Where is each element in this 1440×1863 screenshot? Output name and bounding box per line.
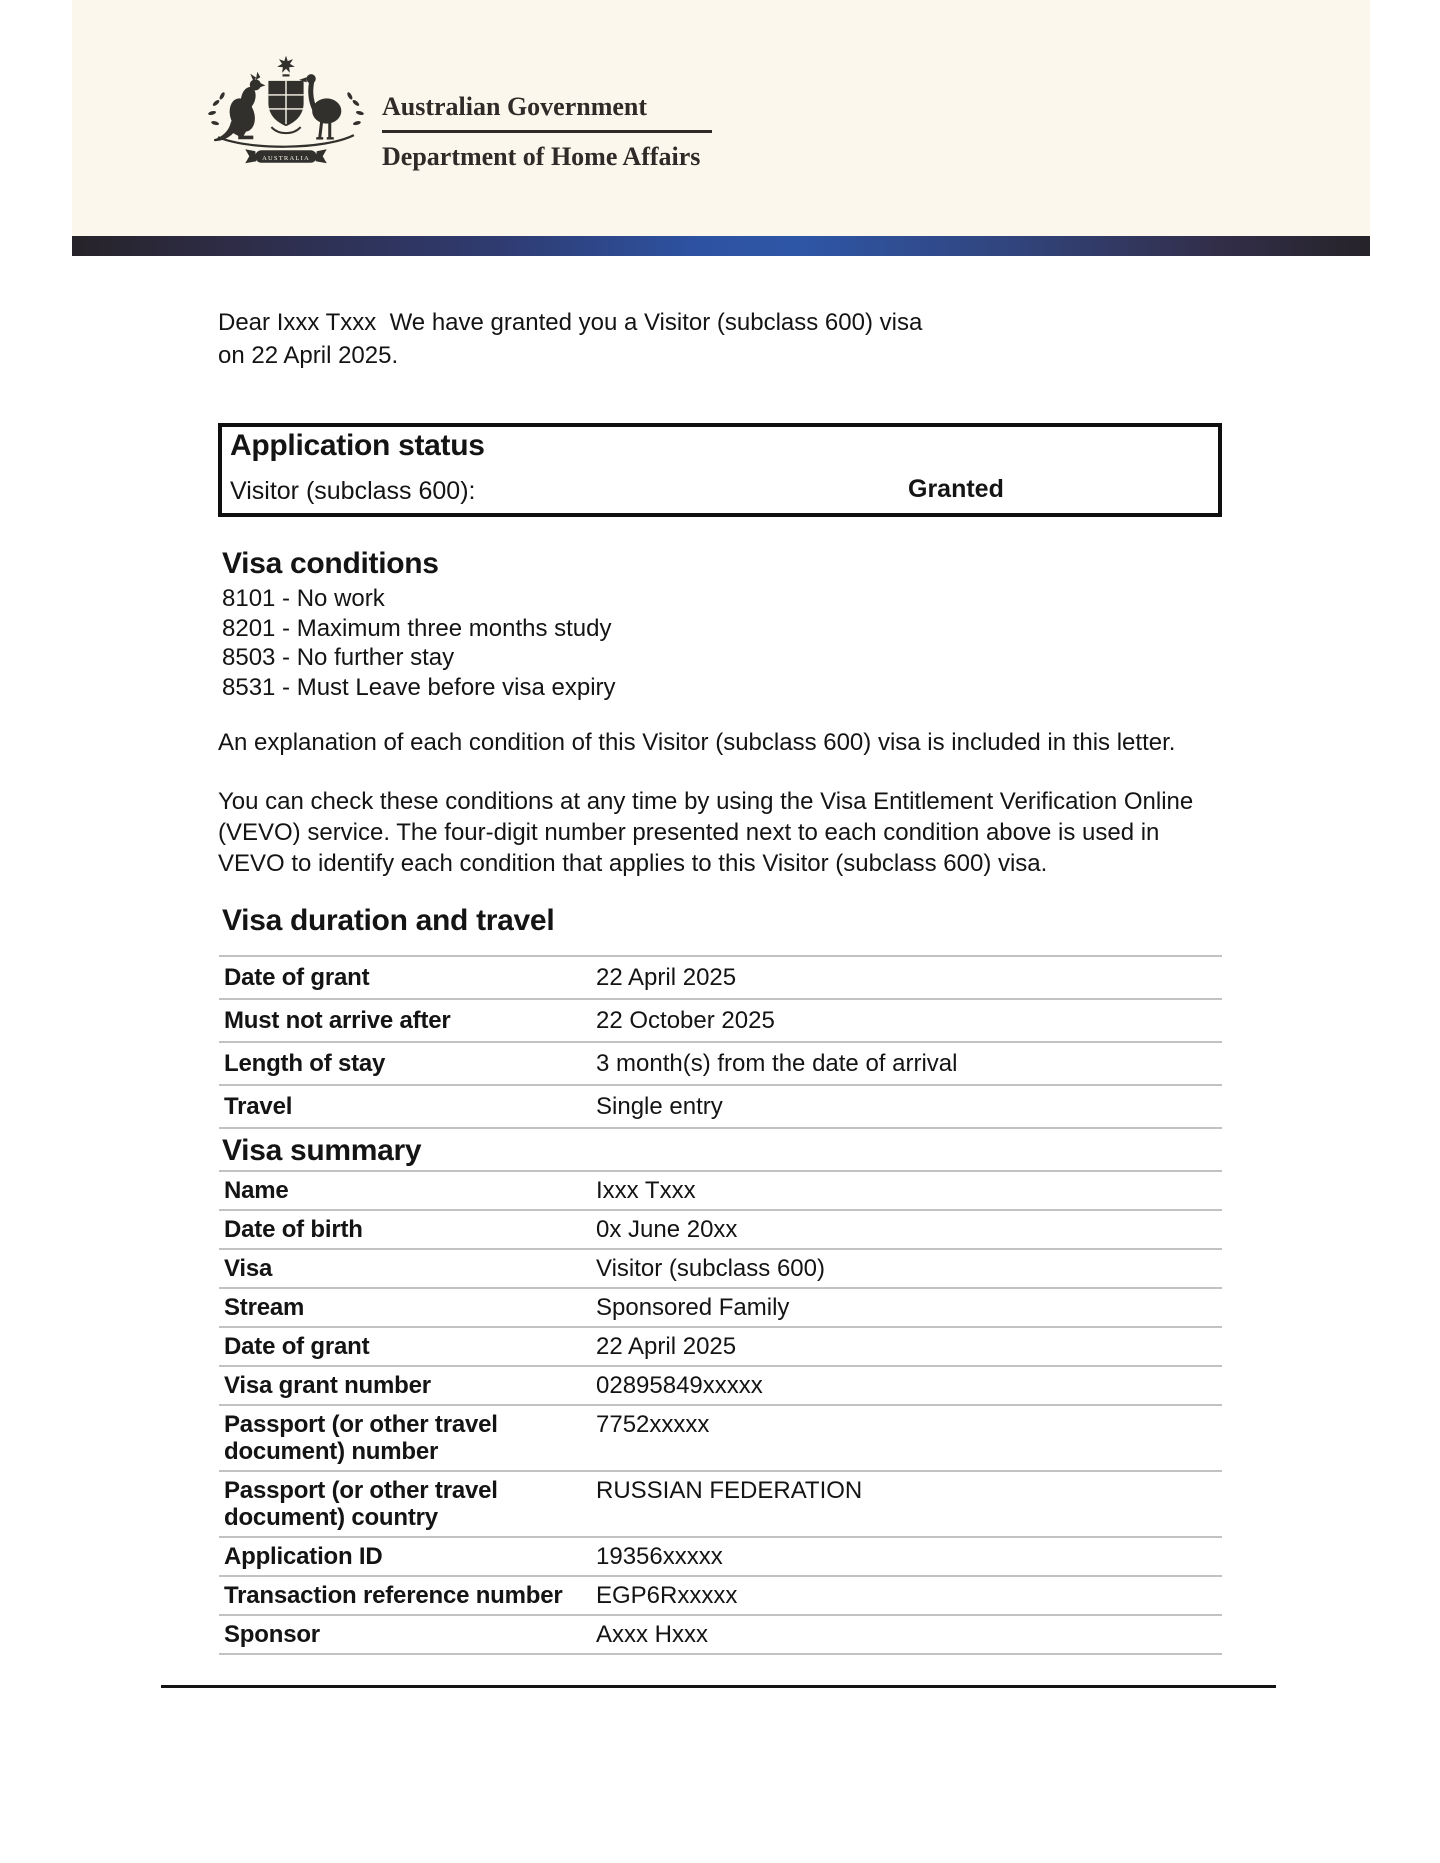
footer-rule [161, 1685, 1276, 1688]
salutation-line-1: Dear Ixxx Txxx We have granted you a Visitor (subclass 600) visa [218, 309, 923, 336]
visa-condition-item: 8503 - No further stay [222, 644, 455, 671]
emu-silhouette [299, 74, 341, 139]
row-label: Length of stay [224, 1050, 386, 1077]
department-name: Department of Home Affairs [382, 142, 701, 171]
table-row [219, 955, 1222, 998]
visa-summary-title: Visa summary [222, 1134, 422, 1167]
row-value: 02895849xxxxx [596, 1372, 763, 1399]
australian-coat-of-arms-logo [198, 52, 374, 172]
row-value: 19356xxxxx [596, 1543, 723, 1570]
table-row [219, 1170, 1222, 1209]
government-name: Australian Government [382, 92, 648, 121]
table-row [219, 1365, 1222, 1404]
table-row [219, 1041, 1222, 1084]
application-status-value: Granted [908, 475, 1004, 503]
row-value: Sponsored Family [596, 1294, 790, 1321]
row-value: 0x June 20xx [596, 1216, 738, 1243]
application-status-label: Visitor (subclass 600): [230, 477, 476, 505]
row-value: Ixxx Txxx [596, 1177, 696, 1204]
row-value: Visitor (subclass 600) [596, 1255, 825, 1282]
row-value: 22 April 2025 [596, 1333, 737, 1360]
row-label: Visa grant number [224, 1372, 431, 1399]
header-rule [382, 130, 712, 133]
application-status-box [218, 423, 1222, 517]
row-label: Travel [224, 1093, 293, 1120]
row-label: Sponsor [224, 1621, 320, 1648]
visa-conditions-title: Visa conditions [222, 547, 439, 580]
visa-condition-item: 8201 - Maximum three months study [222, 614, 612, 642]
row-label: Date of birth [224, 1216, 363, 1243]
row-label: Name [224, 1177, 289, 1204]
header-bar-gradient [72, 236, 1370, 256]
table-row [219, 1575, 1222, 1614]
visa-duration-table [219, 955, 1222, 1129]
row-label: Passport (or other travel document) country [224, 1477, 498, 1531]
row-label: Transaction reference number [224, 1582, 563, 1609]
salutation [218, 306, 1078, 372]
row-label: Visa [224, 1255, 273, 1282]
table-row [219, 1536, 1222, 1575]
visa-duration-title: Visa duration and travel [222, 904, 555, 937]
table-row [219, 1404, 1222, 1470]
explanation-paragraph: An explanation of each condition of this Visitor (subclass 600) visa is included in this letter. [218, 729, 1176, 756]
application-status-title: Application status [230, 429, 485, 462]
table-row [219, 1326, 1222, 1365]
row-value: 22 October 2025 [596, 1007, 775, 1034]
row-label: Stream [224, 1294, 305, 1321]
letterhead [72, 0, 1370, 236]
row-value: RUSSIAN FEDERATION [596, 1477, 863, 1504]
visa-summary-table [219, 1170, 1222, 1655]
row-value: 22 April 2025 [596, 964, 737, 991]
kangaroo-silhouette [214, 72, 265, 141]
australia-scroll [245, 149, 326, 163]
row-label: Passport (or other travel document) number [224, 1411, 498, 1465]
row-value: EGP6Rxxxxx [596, 1582, 738, 1609]
vevo-paragraph: You can check these conditions at any time by using the Visa Entitlement Verification Online (VEVO) service. The four-digit number presented next to each condition above is used in VEVO to identify each condition that applies to this Visitor (subclass 600) visa. [218, 788, 1194, 877]
visa-condition-item: 8531 - Must Leave before visa expiry [222, 673, 616, 701]
table-row [219, 998, 1222, 1041]
table-row [219, 1248, 1222, 1287]
row-value: 7752xxxxx [596, 1411, 710, 1438]
table-row [219, 1084, 1222, 1127]
row-label: Date of grant [224, 1333, 370, 1360]
row-label: Date of grant [224, 964, 370, 991]
row-label: Must not arrive after [224, 1007, 451, 1034]
commonwealth-star [277, 56, 295, 73]
row-value: Single entry [596, 1093, 723, 1120]
table-row [219, 1470, 1222, 1536]
table-row [219, 1287, 1222, 1326]
svg-text:AUSTRALIA: AUSTRALIA [262, 154, 310, 162]
visa-conditions-list [222, 584, 616, 702]
row-value: Axxx Hxxx [596, 1621, 709, 1648]
row-label: Application ID [224, 1543, 383, 1570]
row-value: 3 month(s) from the date of arrival [596, 1050, 958, 1077]
table-row [219, 1614, 1222, 1653]
visa-condition-item: 8101 - No work [222, 585, 385, 612]
salutation-line-2: on 22 April 2025. [218, 342, 399, 369]
table-row [219, 1209, 1222, 1248]
